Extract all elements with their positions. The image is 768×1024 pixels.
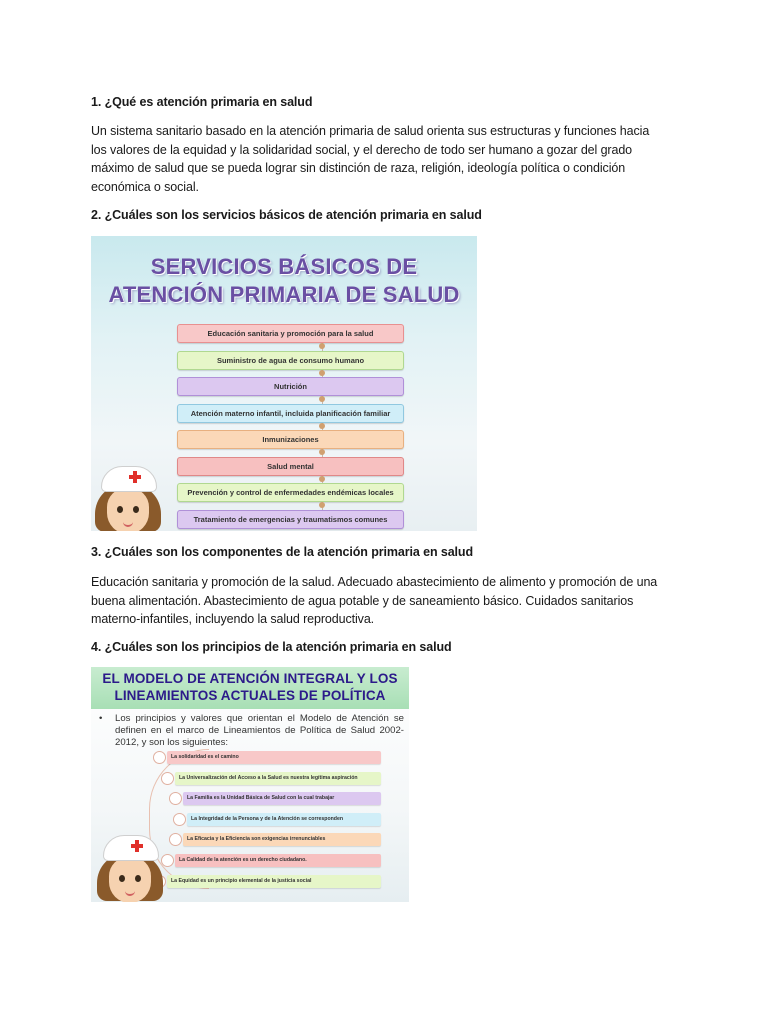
connector-dot	[319, 476, 325, 482]
mouth-icon	[123, 521, 133, 527]
heading-q1: 1. ¿Qué es atención primaria en salud	[91, 95, 313, 109]
service-item: Tratamiento de emergencias y traumatismos comunes	[177, 510, 404, 529]
paragraph-line: los valores de la equidad y la solidaridad social, y el derecho de todo ser humano a gozar del grado	[91, 142, 633, 157]
principle-item: La Calidad de la atención es un derecho ciudadano.	[175, 854, 381, 867]
connector-dot	[319, 502, 325, 508]
item-circle	[161, 772, 174, 785]
image2-title-line2: LINEAMIENTOS ACTUALES DE POLÍTICA	[114, 688, 386, 703]
principle-item: La Familia es la Unidad Básica de Salud con la cual trabajar	[183, 792, 381, 805]
paragraph-line: buena alimentación. Abastecimiento de agua potable y de saneamiento básico. Cuidados sanitarios	[91, 593, 634, 608]
principle-item: La Eficacia y la Eficiencia son exigencias irrenunciables	[183, 833, 381, 846]
nurse-cap	[101, 466, 157, 492]
paragraph-q3	[91, 573, 681, 629]
image2-header	[91, 667, 409, 709]
nurse-face	[109, 857, 151, 902]
service-item: Prevención y control de enfermedades endémicas locales	[177, 483, 404, 502]
connector-dot	[319, 370, 325, 376]
image1-title-line2: ATENCIÓN PRIMARIA DE SALUD	[108, 282, 460, 307]
paragraph-line: Un sistema sanitario basado en la atención primaria de salud orienta sus estructuras y funciones hacia	[91, 124, 650, 138]
nurse-cap	[103, 835, 159, 861]
connector-dot	[319, 449, 325, 455]
nurse-illustration	[95, 466, 161, 531]
item-circle	[153, 751, 166, 764]
paragraph-line: económica o social.	[91, 179, 199, 194]
service-item: Suministro de agua de consumo humano	[177, 351, 404, 370]
paragraph-line: Educación sanitaria y promoción de la salud. Adecuado abastecimiento de alimento y promoción de una	[91, 575, 658, 589]
connector-dot	[319, 343, 325, 349]
servicios-basicos-image	[91, 236, 477, 531]
image1-title-line1: SERVICIOS BÁSICOS DE	[150, 254, 418, 279]
service-item: Inmunizaciones	[177, 430, 404, 449]
eye-icon	[119, 875, 125, 882]
heading-q4: 4. ¿Cuáles son los principios de la atención primaria en salud	[91, 640, 452, 654]
paragraph-line: materno-infantiles, incluyendo la salud reproductiva.	[91, 612, 375, 626]
heading-q3: 3. ¿Cuáles son los componentes de la atención primaria en salud	[91, 545, 474, 559]
paragraph-q1	[91, 122, 681, 196]
mouth-icon	[125, 890, 135, 896]
image2-title-line1: EL MODELO DE ATENCIÓN INTEGRAL Y LOS	[102, 671, 398, 686]
connector-dot	[319, 396, 325, 402]
eye-icon	[133, 506, 139, 513]
bullet-text: Los principios y valores que orientan el Modelo de Atención se definen en el marco de Lineamientos de Política de Salud 2002-2012, y son los siguientes:	[115, 713, 404, 748]
eye-icon	[117, 506, 123, 513]
image2-bullet	[99, 713, 404, 749]
item-circle	[173, 813, 186, 826]
connector-dot	[319, 423, 325, 429]
bullet-mark: •	[99, 713, 103, 724]
eye-icon	[135, 875, 141, 882]
paragraph-line: máximo de salud que se pueda lograr sin distinción de raza, religión, ideología política o condición	[91, 161, 626, 175]
principle-item: La Integridad de la Persona y de la Atención se corresponden	[187, 813, 381, 826]
service-item: Salud mental	[177, 457, 404, 476]
service-item: Educación sanitaria y promoción para la salud	[177, 324, 404, 343]
principle-item: La Universalización del Acceso a la Salud es nuestra legítima aspiración	[175, 772, 381, 785]
service-item: Atención materno infantil, incluida planificación familiar	[177, 404, 404, 423]
principle-item: La solidaridad es el camino	[167, 751, 381, 764]
modelo-atencion-image	[91, 667, 409, 902]
red-cross-icon	[129, 471, 141, 483]
service-item: Nutrición	[177, 377, 404, 396]
heading-q2: 2. ¿Cuáles son los servicios básicos de atención primaria en salud	[91, 208, 482, 222]
nurse-illustration	[97, 835, 163, 902]
nurse-face	[107, 488, 149, 531]
principle-item: La Equidad es un principio elemental de la justicia social	[167, 875, 381, 888]
red-cross-icon	[131, 840, 143, 852]
